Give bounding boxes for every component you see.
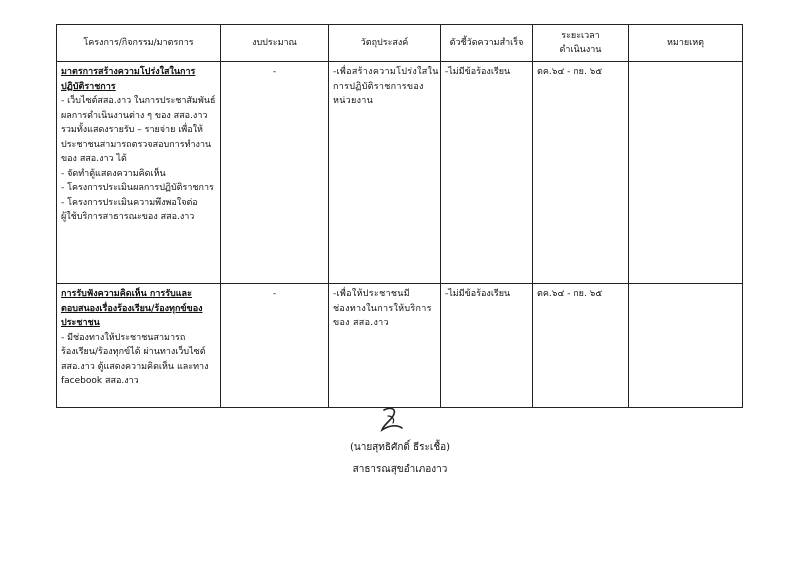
project-detail: ของ สสอ.งาว ได้: [61, 154, 127, 164]
project-detail: - โครงการประเมินความพึงพอใจต่อ: [61, 197, 198, 208]
project-detail: - จัดทำตู้แสดงความคิดเห็น: [61, 168, 166, 179]
objective-cell: [329, 284, 441, 408]
project-topic: มาตรการสร้างความโปร่งใสในการ: [61, 67, 196, 77]
objective-line: การปฏิบัติราชการของ: [333, 81, 424, 92]
table-row: [57, 62, 743, 284]
period-cell: ตค.๖๔ - กย. ๖๕: [533, 62, 629, 284]
objective-line: ช่องทางในการให้บริการ: [333, 303, 432, 314]
project-cell: [57, 284, 221, 408]
header-indicator: ตัวชี้วัดความสำเร็จ: [441, 25, 533, 62]
objective-line: -เพื่อให้ประชาชนมี: [333, 289, 410, 299]
remark-cell: [629, 62, 743, 284]
header-period-line-2: ดำเนินงาน: [559, 45, 602, 55]
header-period-line-1: ระยะเวลา: [561, 30, 600, 41]
project-detail: - เว็บไซต์สสอ.งาว ในการประชาสัมพันธ์: [61, 96, 216, 106]
table-row: [57, 284, 743, 408]
objective-cell: [329, 62, 441, 284]
project-topic: การรับฟังความคิดเห็น การรับและ: [61, 289, 192, 299]
indicator-cell: -ไม่มีข้อร้องเรียน: [441, 62, 533, 284]
budget-cell: -: [221, 284, 329, 408]
project-cell: [57, 62, 221, 284]
header-project: โครงการ/กิจกรรม/มาตรการ: [57, 25, 221, 62]
project-detail: รวมทั้งแสดงรายรับ – รายจ่าย เพื่อให้: [61, 125, 203, 135]
remark-cell: [629, 284, 743, 408]
project-topic: ตอบสนองเรื่องร้องเรียน/ร้องทุกข์ของ: [61, 303, 203, 314]
header-objective: วัตถุประสงค์: [329, 25, 441, 62]
project-detail: สสอ.งาว ตู้แสดงความคิดเห็น และทาง: [61, 361, 209, 372]
project-topic: ประชาชน: [61, 318, 100, 328]
action-plan-table: [56, 24, 743, 408]
project-detail: ประชาชนสามารถตรวจสอบการทำงาน: [61, 139, 212, 150]
project-detail: - มีช่องทางให้ประชาชนสามารถ: [61, 332, 186, 343]
project-topic: ปฏิบัติราชการ: [61, 81, 116, 92]
header-budget: งบประมาณ: [221, 25, 329, 62]
period-cell: ตค.๖๔ - กย. ๖๕: [533, 284, 629, 408]
signatory-position: สาธารณสุขอำเภองาว: [352, 464, 448, 475]
objective-line: หน่วยงาน: [333, 96, 374, 106]
objective-line: -เพื่อสร้างความโปร่งใสใน: [333, 67, 439, 77]
project-detail: - โครงการประเมินผลการปฏิบัติราชการ: [61, 183, 214, 193]
objective-line: ของ สสอ.งาว: [333, 318, 389, 328]
project-detail: ผู้ใช้บริการสาธารณะของ สสอ.งาว: [61, 212, 195, 222]
header-remark: หมายเหตุ: [629, 25, 743, 62]
header-period: [533, 25, 629, 62]
budget-cell: -: [221, 62, 329, 284]
table-header-row: [57, 25, 743, 62]
project-detail: ร้องเรียน/ร้องทุกข์ได้ ผ่านทางเว็บไซต์: [61, 347, 206, 357]
project-detail: ผลการดำเนินงานต่าง ๆ ของ สสอ.งาว: [61, 110, 208, 121]
project-detail: facebook สสอ.งาว: [61, 376, 139, 386]
handwritten-signature: [376, 404, 406, 438]
indicator-cell: -ไม่มีข้อร้องเรียน: [441, 284, 533, 408]
signatory-name: (นายสุทธิศักดิ์ ธีระเชื้อ): [349, 442, 451, 453]
